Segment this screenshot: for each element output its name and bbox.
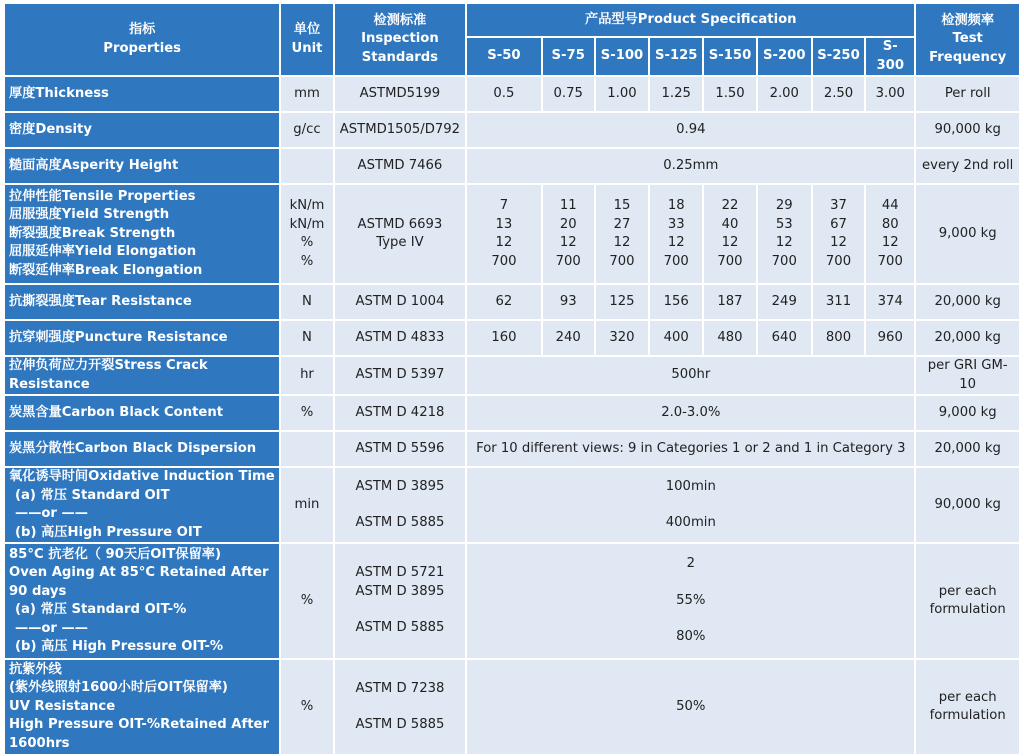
value-cell: 160	[466, 320, 541, 356]
header-model: S-50	[466, 37, 541, 76]
header-model: S-250	[812, 37, 865, 76]
unit-cell: g/cc	[280, 112, 333, 148]
value-cell: 249	[757, 284, 812, 320]
value-cell: 37 67 12 700	[812, 184, 865, 284]
property-label: 85°C 抗老化（ 90天后OIT保留率) Oven Aging At 85°C Retained After 90 days (a) 常压 Standard OIT-% ——or —— (b) 高压 High Pressure OIT-%	[4, 543, 280, 659]
property-label: 抗紫外线 (紫外线照射1600小时后OIT保留率) UV Resistance High Pressure OIT-%Retained After 1600hrs	[4, 659, 280, 755]
frequency-cell: every 2nd roll	[915, 148, 1020, 184]
frequency-cell: 9,000 kg	[915, 184, 1020, 284]
unit-cell: kN/m kN/m % %	[280, 184, 333, 284]
value-cell: 320	[595, 320, 649, 356]
value-cell: 7 13 12 700	[466, 184, 541, 284]
value-cell: 62	[466, 284, 541, 320]
property-label: 厚度Thickness	[4, 76, 280, 112]
value-cell: 960	[865, 320, 915, 356]
frequency-cell: Per roll	[915, 76, 1020, 112]
row-stress-crack-resistance	[4, 356, 1020, 395]
unit-cell: N	[280, 320, 333, 356]
value-cell: 480	[703, 320, 756, 356]
value-cell: 18 33 12 700	[649, 184, 703, 284]
value-cell: 311	[812, 284, 865, 320]
row-tear-resistance	[4, 284, 1020, 320]
unit-cell: min	[280, 467, 333, 543]
header-model: S-200	[757, 37, 812, 76]
row-oxidative-induction-time	[4, 467, 1020, 543]
value-cell: 44 80 12 700	[865, 184, 915, 284]
row-density	[4, 112, 1020, 148]
standard-cell: ASTMD1505/D792	[334, 112, 467, 148]
row-asperity-height	[4, 148, 1020, 184]
frequency-cell: per GRI GM-10	[915, 356, 1020, 395]
value-cell: 1.50	[703, 76, 756, 112]
property-label: 氧化诱导时间Oxidative Induction Time (a) 常压 Standard OIT ——or —— (b) 高压High Pressure OIT	[4, 467, 280, 543]
header-properties: 指标 Properties	[4, 3, 280, 76]
header-unit: 单位 Unit	[280, 3, 333, 76]
value-cell: 29 53 12 700	[757, 184, 812, 284]
row-uv-resistance	[4, 659, 1020, 755]
value-cell: For 10 different views: 9 in Categories 1 or 2 and 1 in Category 3	[466, 431, 915, 467]
value-cell: 0.25mm	[466, 148, 915, 184]
unit-cell	[280, 431, 333, 467]
property-label: 抗穿刺强度Puncture Resistance	[4, 320, 280, 356]
row-carbon-black-dispersion	[4, 431, 1020, 467]
value-cell: 2 55% 80%	[466, 543, 915, 659]
value-cell: 640	[757, 320, 812, 356]
standard-cell: ASTM D 1004	[334, 284, 467, 320]
property-label: 炭黑分散性Carbon Black Dispersion	[4, 431, 280, 467]
header-product-specification: 产品型号Product Specification	[466, 3, 915, 37]
standard-cell: ASTM D 4218	[334, 395, 467, 431]
frequency-cell: 9,000 kg	[915, 395, 1020, 431]
frequency-cell: per each formulation	[915, 543, 1020, 659]
value-cell: 374	[865, 284, 915, 320]
property-label: 糙面高度Asperity Height	[4, 148, 280, 184]
unit-cell: mm	[280, 76, 333, 112]
frequency-cell: per each formulation	[915, 659, 1020, 755]
value-cell: 11 20 12 700	[542, 184, 595, 284]
row-tensile-properties	[4, 184, 1020, 284]
value-cell: 100min 400min	[466, 467, 915, 543]
frequency-cell: 20,000 kg	[915, 431, 1020, 467]
value-cell: 125	[595, 284, 649, 320]
standard-cell: ASTM D 4833	[334, 320, 467, 356]
value-cell: 156	[649, 284, 703, 320]
property-label: 拉伸负荷应力开裂Stress Crack Resistance	[4, 356, 280, 395]
frequency-cell: 20,000 kg	[915, 320, 1020, 356]
property-label: 炭黑含量Carbon Black Content	[4, 395, 280, 431]
property-label: 密度Density	[4, 112, 280, 148]
standard-cell: ASTMD 6693 Type IV	[334, 184, 467, 284]
property-label: 拉伸性能Tensile Properties 屈服强度Yield Strength 断裂强度Break Strength 屈服延伸率Yield Elongation 断裂延伸率Break Elongation	[4, 184, 280, 284]
value-cell: 1.25	[649, 76, 703, 112]
value-cell: 800	[812, 320, 865, 356]
value-cell: 15 27 12 700	[595, 184, 649, 284]
value-cell: 2.0-3.0%	[466, 395, 915, 431]
frequency-cell: 20,000 kg	[915, 284, 1020, 320]
standard-cell: ASTMD5199	[334, 76, 467, 112]
standard-cell: ASTM D 3895 ASTM D 5885	[334, 467, 467, 543]
header-model: S-100	[595, 37, 649, 76]
value-cell: 0.75	[542, 76, 595, 112]
unit-cell: %	[280, 395, 333, 431]
unit-cell: hr	[280, 356, 333, 395]
value-cell: 0.5	[466, 76, 541, 112]
value-cell: 2.50	[812, 76, 865, 112]
row-puncture-resistance	[4, 320, 1020, 356]
unit-cell: N	[280, 284, 333, 320]
value-cell: 50%	[466, 659, 915, 755]
value-cell: 500hr	[466, 356, 915, 395]
value-cell: 2.00	[757, 76, 812, 112]
value-cell: 22 40 12 700	[703, 184, 756, 284]
row-thickness	[4, 76, 1020, 112]
property-label: 抗撕裂强度Tear Resistance	[4, 284, 280, 320]
standard-cell: ASTM D 5721 ASTM D 3895 ASTM D 5885	[334, 543, 467, 659]
header-test-frequency: 检测频率 Test Frequency	[915, 3, 1020, 76]
header-model: S-75	[542, 37, 595, 76]
value-cell: 3.00	[865, 76, 915, 112]
standard-cell: ASTM D 7238 ASTM D 5885	[334, 659, 467, 755]
frequency-cell: 90,000 kg	[915, 112, 1020, 148]
unit-cell: %	[280, 659, 333, 755]
frequency-cell: 90,000 kg	[915, 467, 1020, 543]
standard-cell: ASTM D 5596	[334, 431, 467, 467]
standard-cell: ASTM D 5397	[334, 356, 467, 395]
specification-table	[3, 2, 1021, 756]
header-model: S-300	[865, 37, 915, 76]
header-model: S-150	[703, 37, 756, 76]
value-cell: 240	[542, 320, 595, 356]
value-cell: 187	[703, 284, 756, 320]
unit-cell: %	[280, 543, 333, 659]
row-oven-aging	[4, 543, 1020, 659]
value-cell: 0.94	[466, 112, 915, 148]
value-cell: 1.00	[595, 76, 649, 112]
value-cell: 400	[649, 320, 703, 356]
standard-cell: ASTMD 7466	[334, 148, 467, 184]
header-model: S-125	[649, 37, 703, 76]
row-carbon-black-content	[4, 395, 1020, 431]
header-inspection-standards: 检测标准 Inspection Standards	[334, 3, 467, 76]
unit-cell	[280, 148, 333, 184]
value-cell: 93	[542, 284, 595, 320]
